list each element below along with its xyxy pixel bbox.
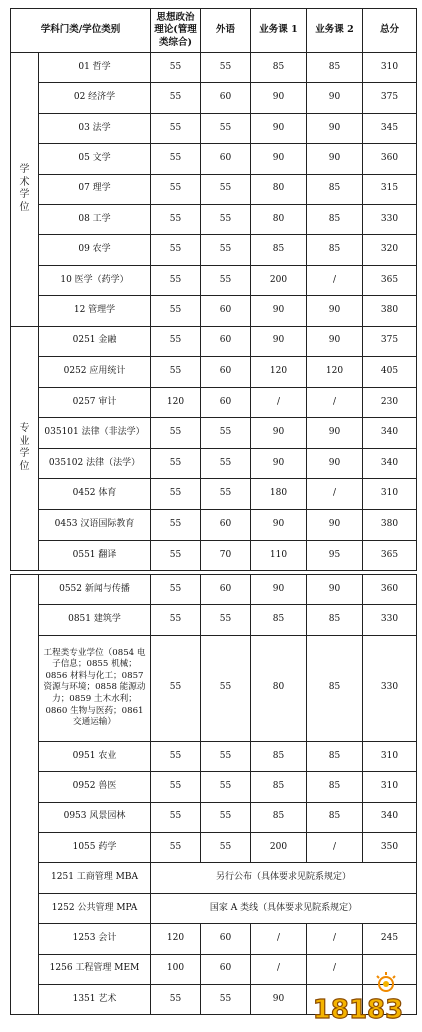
row-note: 另行公布（具体要求见院系规定）	[151, 863, 417, 893]
score-course2: 85	[307, 741, 363, 771]
score-foreign: 55	[201, 741, 251, 771]
header-politics: 思想政治理论(管理类综合)	[151, 9, 201, 53]
row-name: 01 哲学	[39, 53, 151, 83]
score-politics: 55	[151, 174, 201, 204]
score-politics: 120	[151, 387, 201, 418]
score-politics: 55	[151, 741, 201, 771]
score-course2: 85	[307, 802, 363, 832]
table-row	[11, 479, 417, 510]
row-name: 工程类专业学位（0854 电子信息；0855 机械；0856 材料与化工；0857 资源与环境；0858 能源动力；0859 土木水利；0860 生物与医药；0861 交通运输）	[39, 635, 151, 741]
header-course1: 业务课 1	[251, 9, 307, 53]
score-foreign: 60	[201, 924, 251, 954]
group-professional-cont	[11, 575, 39, 1015]
score-course2: 85	[307, 204, 363, 234]
row-name: 1256 工程管理 MEM	[39, 954, 151, 984]
score-course1: 90	[251, 326, 307, 357]
score-total: 310	[363, 479, 417, 510]
row-name: 0552 新闻与传播	[39, 575, 151, 605]
table-row	[11, 893, 417, 923]
table-row	[11, 144, 417, 174]
score-politics: 55	[151, 144, 201, 174]
table-row	[11, 235, 417, 265]
score-course2: /	[307, 479, 363, 510]
score-foreign: 60	[201, 326, 251, 357]
row-name: 0551 翻译	[39, 540, 151, 571]
score-course1: 90	[251, 418, 307, 449]
score-foreign: 60	[201, 296, 251, 326]
score-course1: 90	[251, 83, 307, 113]
score-foreign: 55	[201, 832, 251, 862]
score-politics: 55	[151, 832, 201, 862]
table-row	[11, 53, 417, 83]
table-row	[11, 605, 417, 635]
score-table-part-2	[10, 574, 417, 1015]
score-politics: 55	[151, 83, 201, 113]
row-name: 1351 艺术	[39, 984, 151, 1014]
row-note: 国家 A 类线（具体要求见院系规定）	[151, 893, 417, 923]
score-course2: 90	[307, 510, 363, 541]
score-course1: 85	[251, 235, 307, 265]
score-foreign: 55	[201, 204, 251, 234]
table-row	[11, 802, 417, 832]
score-course2: /	[307, 954, 363, 984]
score-course2: /	[307, 924, 363, 954]
score-politics: 55	[151, 540, 201, 571]
score-course1: 80	[251, 174, 307, 204]
score-course1: 80	[251, 635, 307, 741]
score-total: 405	[363, 357, 417, 388]
score-politics: 55	[151, 235, 201, 265]
score-course1: 180	[251, 479, 307, 510]
row-name: 0952 兽医	[39, 772, 151, 802]
score-politics: 55	[151, 510, 201, 541]
score-total: 230	[363, 387, 417, 418]
score-politics: 55	[151, 113, 201, 143]
table-row	[11, 326, 417, 357]
score-total: 360	[363, 575, 417, 605]
group-academic: 学 术 学 位	[11, 53, 39, 327]
row-name: 0251 金融	[39, 326, 151, 357]
score-course1: 85	[251, 53, 307, 83]
score-course2: 85	[307, 174, 363, 204]
score-foreign: 55	[201, 174, 251, 204]
score-politics: 55	[151, 448, 201, 479]
score-course1: 90	[251, 144, 307, 174]
table-row	[11, 357, 417, 388]
score-foreign: 60	[201, 387, 251, 418]
score-course2: 85	[307, 235, 363, 265]
score-total: 365	[363, 540, 417, 571]
row-name: 09 农学	[39, 235, 151, 265]
score-total: 330	[363, 635, 417, 741]
header-total: 总分	[363, 9, 417, 53]
row-name: 0951 农业	[39, 741, 151, 771]
row-name: 07 理学	[39, 174, 151, 204]
score-total: 310	[363, 741, 417, 771]
score-course2: 85	[307, 53, 363, 83]
table-row	[11, 296, 417, 326]
table-row	[11, 510, 417, 541]
score-politics: 55	[151, 418, 201, 449]
score-course2: 90	[307, 296, 363, 326]
score-politics: 55	[151, 575, 201, 605]
row-name: 0257 审计	[39, 387, 151, 418]
score-politics: 55	[151, 204, 201, 234]
score-course2: 85	[307, 635, 363, 741]
score-foreign: 55	[201, 802, 251, 832]
table-row	[11, 741, 417, 771]
score-foreign: 55	[201, 605, 251, 635]
score-course1: 85	[251, 741, 307, 771]
table-row	[11, 772, 417, 802]
table-row	[11, 83, 417, 113]
row-name: 035102 法律（法学）	[39, 448, 151, 479]
row-name: 0453 汉语国际教育	[39, 510, 151, 541]
header-row	[11, 9, 417, 53]
score-politics: 55	[151, 296, 201, 326]
score-foreign: 60	[201, 357, 251, 388]
score-politics: 55	[151, 605, 201, 635]
table-row	[11, 540, 417, 571]
score-course1: 85	[251, 605, 307, 635]
table-row	[11, 448, 417, 479]
score-course2: /	[307, 387, 363, 418]
score-politics: 55	[151, 772, 201, 802]
score-course2: 90	[307, 418, 363, 449]
score-politics: 55	[151, 265, 201, 295]
score-course2: 90	[307, 144, 363, 174]
score-total: 340	[363, 802, 417, 832]
score-foreign: 55	[201, 265, 251, 295]
score-table-part-1	[10, 8, 417, 571]
row-name: 10 医学（药学）	[39, 265, 151, 295]
header-foreign: 外语	[201, 9, 251, 53]
score-foreign: 55	[201, 53, 251, 83]
score-course1: 90	[251, 984, 307, 1014]
score-total: 340	[363, 418, 417, 449]
table-row	[11, 204, 417, 234]
score-politics: 120	[151, 924, 201, 954]
score-course2: 90	[307, 575, 363, 605]
score-course2: 120	[307, 357, 363, 388]
score-foreign: 55	[201, 448, 251, 479]
score-course2: 90	[307, 83, 363, 113]
score-course2: 90	[307, 326, 363, 357]
table-row	[11, 174, 417, 204]
score-course1: 200	[251, 265, 307, 295]
score-course1: /	[251, 387, 307, 418]
score-course1: 90	[251, 296, 307, 326]
score-politics: 55	[151, 326, 201, 357]
score-course1: 80	[251, 204, 307, 234]
table-row	[11, 635, 417, 741]
row-name: 02 经济学	[39, 83, 151, 113]
score-course2: /	[307, 265, 363, 295]
score-foreign: 70	[201, 540, 251, 571]
score-course1: /	[251, 924, 307, 954]
row-name: 1251 工商管理 MBA	[39, 863, 151, 893]
watermark-text: 18183	[312, 995, 404, 1025]
score-course1: /	[251, 954, 307, 984]
score-total: 375	[363, 83, 417, 113]
score-politics: 55	[151, 357, 201, 388]
score-foreign: 60	[201, 83, 251, 113]
score-total: 350	[363, 832, 417, 862]
score-total: 245	[363, 924, 417, 954]
score-politics: 55	[151, 635, 201, 741]
score-foreign: 55	[201, 235, 251, 265]
table-row	[11, 113, 417, 143]
score-foreign: 55	[201, 418, 251, 449]
row-name: 1252 公共管理 MPA	[39, 893, 151, 923]
score-foreign: 55	[201, 772, 251, 802]
score-course1: 90	[251, 448, 307, 479]
table-row	[11, 265, 417, 295]
table-row	[11, 832, 417, 862]
score-course1: 200	[251, 832, 307, 862]
score-foreign: 55	[201, 479, 251, 510]
watermark-logo	[302, 970, 414, 1028]
score-foreign: 55	[201, 113, 251, 143]
table-row	[11, 863, 417, 893]
table-row	[11, 418, 417, 449]
score-course1: 85	[251, 772, 307, 802]
row-name: 08 工学	[39, 204, 151, 234]
score-total: 360	[363, 144, 417, 174]
row-name: 05 文学	[39, 144, 151, 174]
score-course2: 90	[307, 113, 363, 143]
row-name: 1253 会计	[39, 924, 151, 954]
row-name: 035101 法律（非法学）	[39, 418, 151, 449]
table-row	[11, 924, 417, 954]
score-total: 380	[363, 296, 417, 326]
header-category: 学科门类/学位类别	[11, 9, 151, 53]
row-name: 0452 体育	[39, 479, 151, 510]
score-politics: 55	[151, 53, 201, 83]
score-total: 315	[363, 174, 417, 204]
score-total: 380	[363, 510, 417, 541]
score-course1: 120	[251, 357, 307, 388]
score-course1: 90	[251, 113, 307, 143]
score-course1: 90	[251, 575, 307, 605]
score-politics: 55	[151, 984, 201, 1014]
score-course2: /	[307, 832, 363, 862]
score-total: 340	[363, 448, 417, 479]
score-course1: 110	[251, 540, 307, 571]
header-course2: 业务课 2	[307, 9, 363, 53]
sun-icon	[377, 972, 395, 991]
table-row	[11, 575, 417, 605]
score-course2: 85	[307, 772, 363, 802]
score-course2: 95	[307, 540, 363, 571]
row-name: 12 管理学	[39, 296, 151, 326]
row-name: 0953 风景园林	[39, 802, 151, 832]
score-politics: 55	[151, 802, 201, 832]
table-row	[11, 387, 417, 418]
row-name: 0851 建筑学	[39, 605, 151, 635]
score-course2: 90	[307, 448, 363, 479]
score-total: 330	[363, 605, 417, 635]
score-course2: 85	[307, 605, 363, 635]
score-total: 365	[363, 265, 417, 295]
score-politics: 100	[151, 954, 201, 984]
score-foreign: 60	[201, 510, 251, 541]
score-foreign: 60	[201, 144, 251, 174]
score-foreign: 60	[201, 954, 251, 984]
score-total: 310	[363, 772, 417, 802]
score-total: 310	[363, 53, 417, 83]
score-politics: 55	[151, 479, 201, 510]
score-course1: 85	[251, 802, 307, 832]
row-name: 03 法学	[39, 113, 151, 143]
score-foreign: 55	[201, 635, 251, 741]
score-total: 330	[363, 204, 417, 234]
score-foreign: 60	[201, 575, 251, 605]
score-total: 345	[363, 113, 417, 143]
score-foreign: 55	[201, 984, 251, 1014]
score-total: 320	[363, 235, 417, 265]
score-total: 375	[363, 326, 417, 357]
score-course1: 90	[251, 510, 307, 541]
row-name: 1055 药学	[39, 832, 151, 862]
row-name: 0252 应用统计	[39, 357, 151, 388]
group-professional: 专 业 学 位	[11, 326, 39, 571]
